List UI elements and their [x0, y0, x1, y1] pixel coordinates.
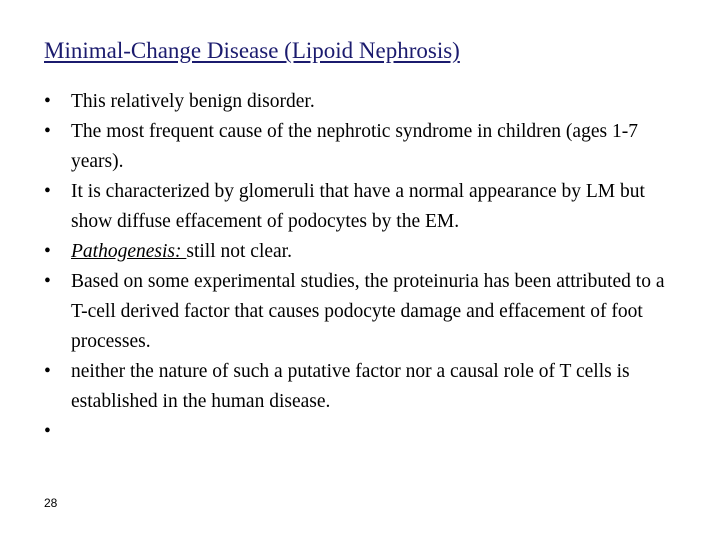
slide-title: Minimal-Change Disease (Lipoid Nephrosis) [44, 38, 460, 63]
bullet-text: The most frequent cause of the nephrotic syndrome in children (ages 1-7 years). [71, 121, 638, 172]
bullet-icon: • [44, 91, 51, 112]
bullet-item [44, 357, 684, 417]
bullet-text: Based on some experimental studies, the proteinuria has been attributed to a T-cell derived factor that causes podocyte damage and effacement of foot processes. [71, 271, 665, 352]
bullet-text: neither the nature of such a putative factor nor a causal role of T cells is established in the human disease. [71, 361, 630, 412]
bullet-text: still not clear. [186, 241, 292, 262]
bullet-icon: • [44, 181, 51, 202]
bullet-item [44, 117, 684, 177]
bullet-text: It is characterized by glomeruli that have a normal appearance by LM but show diffuse effacement of podocytes by the EM. [71, 181, 645, 232]
bullet-item [44, 267, 684, 357]
bullet-icon: • [44, 271, 51, 292]
bullet-list [44, 87, 684, 447]
page-number: 28 [44, 496, 58, 510]
bullet-icon: • [44, 241, 51, 262]
bullet-item-empty [44, 417, 684, 447]
bullet-item [44, 237, 684, 267]
bullet-item [44, 87, 684, 117]
bullet-icon: • [44, 361, 51, 382]
bullet-icon: • [44, 121, 51, 142]
pathogenesis-label-text: Pathogenesis: [71, 241, 187, 262]
pathogenesis-label [71, 241, 186, 262]
bullet-item [44, 177, 684, 237]
bullet-icon: • [44, 421, 51, 442]
bullet-text: This relatively benign disorder. [71, 91, 315, 112]
